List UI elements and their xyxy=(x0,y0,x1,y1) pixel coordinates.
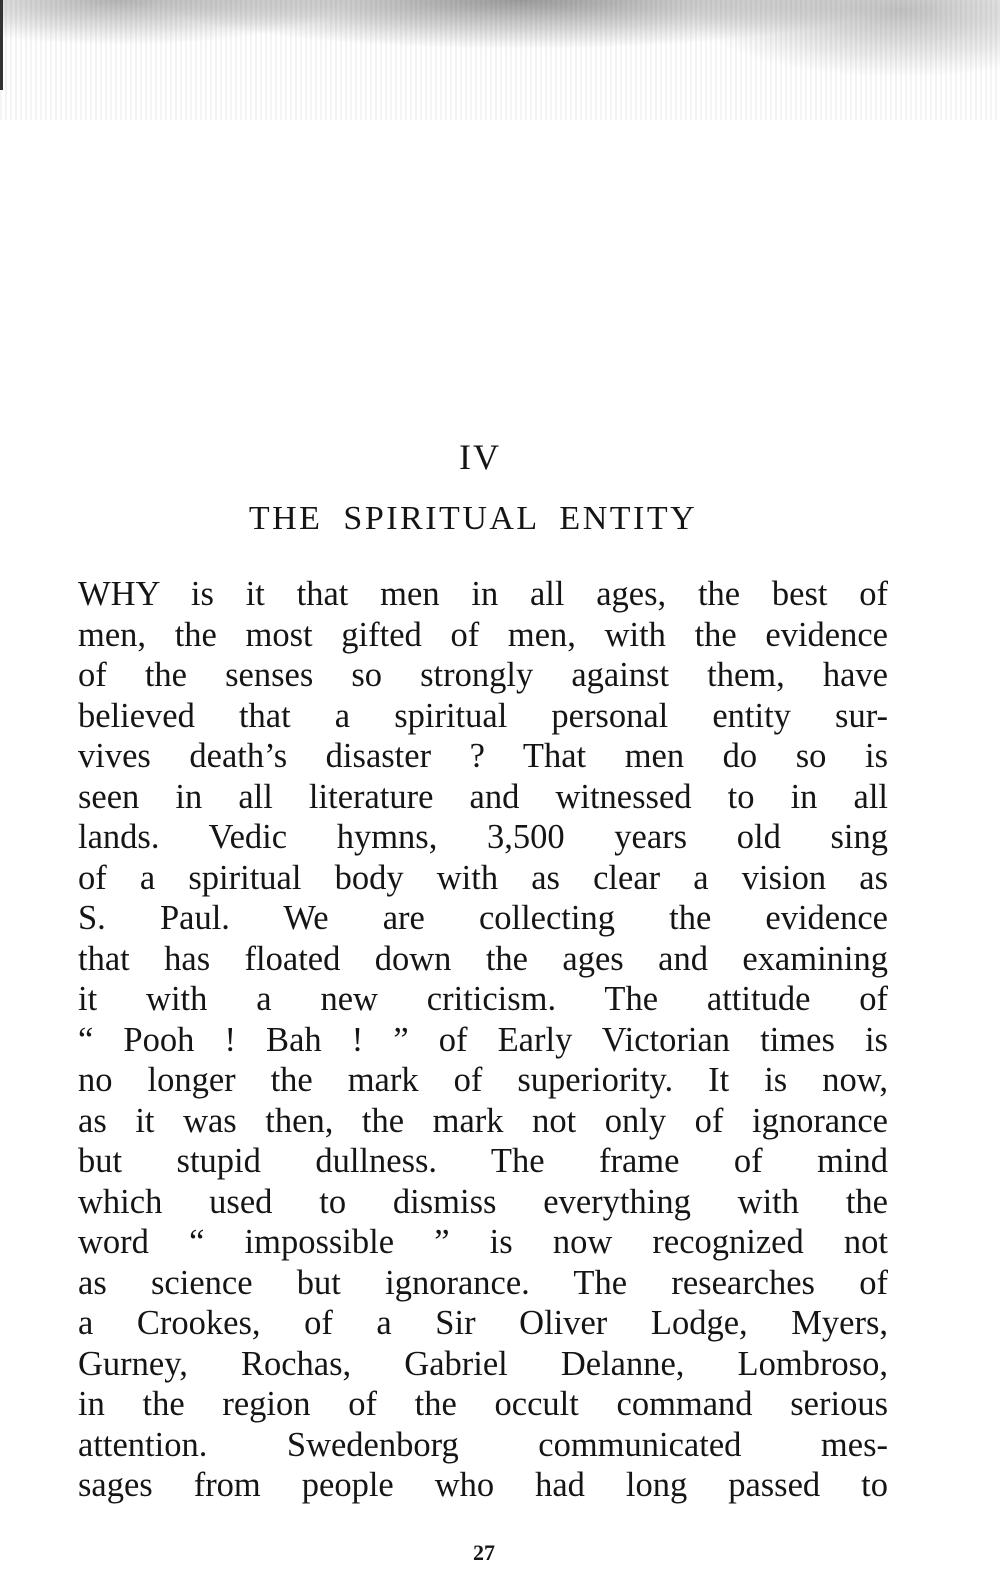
text-line: believed that a spiritual personal entity sur- xyxy=(78,696,888,735)
text-line: of the senses so strongly against them, have xyxy=(78,656,888,694)
text-line: vives death’s disaster ? That men do so is xyxy=(78,737,888,775)
chapter-number: IV xyxy=(459,437,501,477)
text-line: Gurney, Rochas, Gabriel Delanne, Lombroso, xyxy=(78,1344,888,1383)
text-line: but stupid dullness. The frame of mind xyxy=(78,1142,888,1180)
chapter-title: THE SPIRITUAL ENTITY xyxy=(248,500,698,537)
text-line: word “ impossible ” is now recognized not xyxy=(78,1223,888,1261)
text-line: WHY is it that men in all ages, the best of xyxy=(78,575,888,613)
text-line: seen in all literature and witnessed to in all xyxy=(78,777,888,816)
text-line: it with a new criticism. The attitude of xyxy=(78,980,888,1018)
text-line: in the region of the occult command serious xyxy=(78,1385,888,1423)
text-line: that has floated down the ages and examining xyxy=(78,939,888,978)
text-line: sages from people who had long passed to xyxy=(78,1466,888,1504)
text-line: as science but ignorance. The researches of xyxy=(78,1263,888,1302)
text-line: men, the most gifted of men, with the evidence xyxy=(78,615,888,654)
text-line: lands. Vedic hymns, 3,500 years old sing xyxy=(78,818,888,856)
text-line: of a spiritual body with as clear a vision as xyxy=(78,858,888,897)
text-line: S. Paul. We are collecting the evidence xyxy=(78,899,888,937)
scan-top-shading xyxy=(0,0,1000,120)
text-line: as it was then, the mark not only of ignorance xyxy=(78,1101,888,1140)
text-line: which used to dismiss everything with the xyxy=(78,1182,888,1221)
text-line: “ Pooh ! Bah ! ” of Early Victorian times is xyxy=(78,1020,888,1059)
page-number: 27 xyxy=(473,1540,495,1565)
text-line: no longer the mark of superiority. It is now, xyxy=(78,1061,888,1099)
scan-left-edge xyxy=(0,0,3,90)
body-text xyxy=(78,574,888,1506)
text-line: attention. Swedenborg communicated mes- xyxy=(78,1425,888,1464)
text-line: a Crookes, of a Sir Oliver Lodge, Myers, xyxy=(78,1304,888,1342)
